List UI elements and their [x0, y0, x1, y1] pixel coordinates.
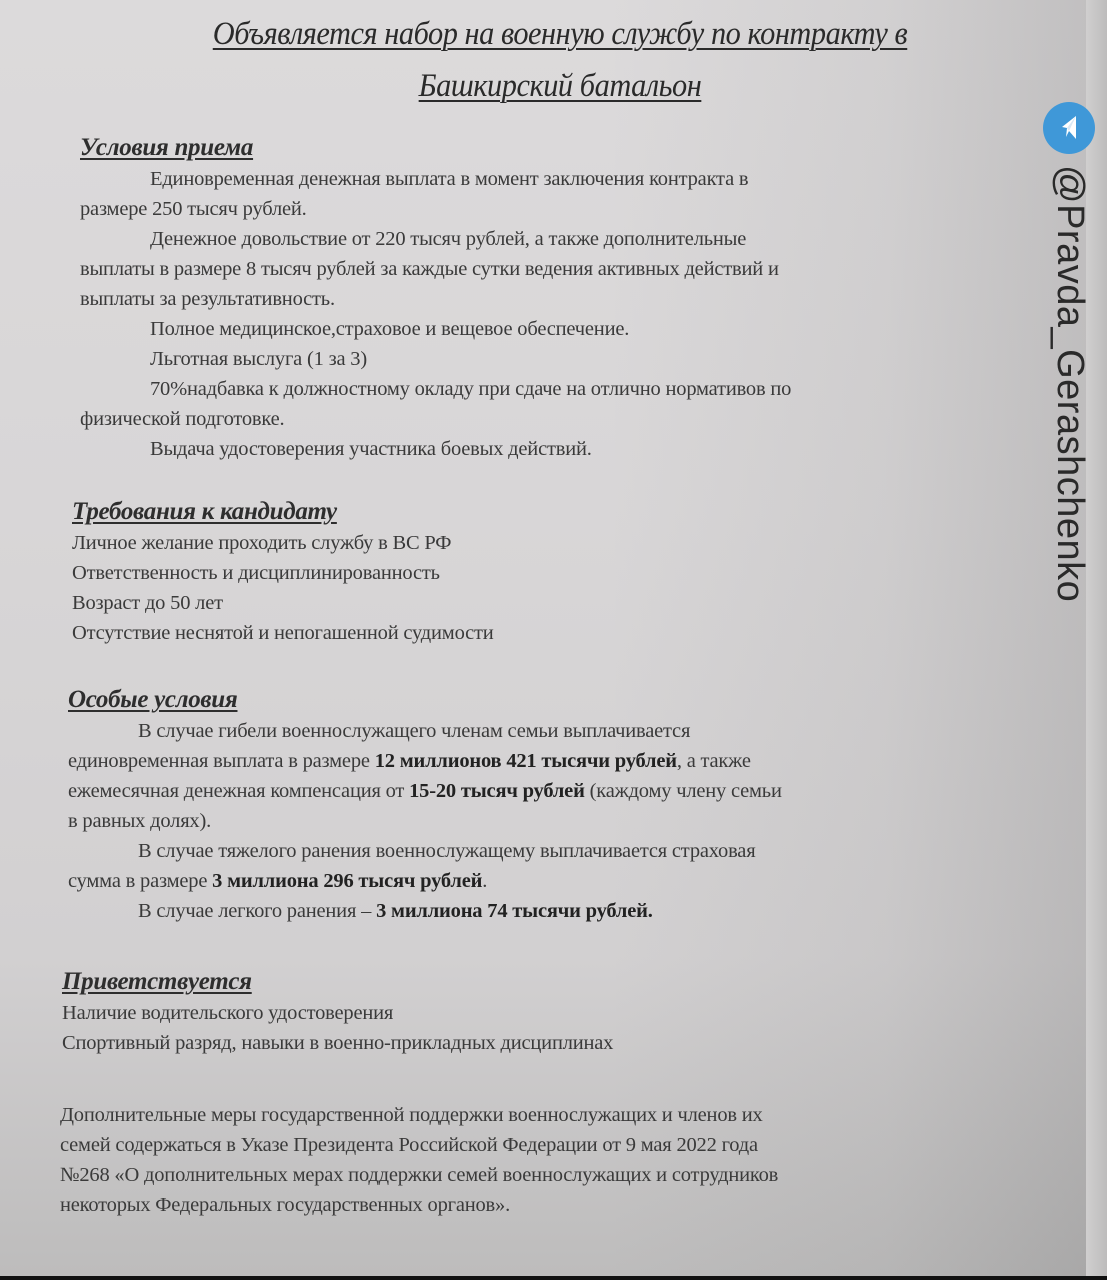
document-title-line1: Объявляется набор на военную службу по контракту в — [212, 16, 908, 52]
watermark-handle: @Pravda_Gerashchenko — [1049, 165, 1091, 603]
text-line — [68, 746, 782, 776]
document-title-line2: Башкирский батальон — [418, 68, 702, 104]
text-line: физической подготовке. — [80, 408, 285, 430]
bottom-border — [0, 1276, 1107, 1280]
section-conditions — [80, 134, 791, 464]
text-fragment: . — [482, 870, 488, 892]
amount-light-injury: 3 миллиона 74 тысячи рублей. — [376, 900, 653, 922]
text-line: Дополнительные меры государственной поддержки военнослужащих и членов их — [60, 1104, 763, 1126]
text-line: Наличие водительского удостоверения — [62, 1002, 394, 1024]
text-line: Льготная выслуга (1 за 3) — [150, 348, 367, 370]
text-line: Личное желание проходить службу в ВС РФ — [72, 532, 452, 554]
text-line: 70%надбавка к должностному окладу при сдаче на отлично нормативов по — [150, 378, 792, 400]
section-heading: Требования к кандидату — [72, 498, 337, 525]
text-line: Выдача удостоверения участника боевых действий. — [150, 438, 592, 460]
section-welcome — [62, 968, 613, 1058]
text-line: в равных долях). — [68, 810, 212, 832]
text-fragment: ежемесячная денежная компенсация от — [68, 780, 410, 802]
text-line: размере 250 тысяч рублей. — [80, 198, 307, 220]
text-line: Спортивный разряд, навыки в военно-прикладных дисциплинах — [62, 1032, 614, 1054]
text-line: №268 «О дополнительных мерах поддержки семей военнослужащих и сотрудников — [60, 1164, 779, 1186]
text-line: Полное медицинское,страховое и вещевое обеспечение. — [150, 318, 630, 340]
text-line: Единовременная денежная выплата в момент заключения контракта в — [150, 168, 749, 190]
text-line: выплаты за результативность. — [80, 288, 335, 310]
paper-plane-icon — [1054, 113, 1084, 143]
text-line — [68, 896, 782, 926]
section-heading: Особые условия — [68, 686, 238, 713]
text-fragment: , а также — [676, 750, 751, 772]
telegram-icon — [1043, 102, 1095, 154]
text-line: некоторых Федеральных государственных органов». — [60, 1194, 510, 1216]
amount-death-payment: 12 миллионов 421 тысячи рублей — [374, 750, 677, 772]
text-fragment: единовременная выплата в размере — [68, 750, 375, 772]
section-requirements — [72, 498, 494, 648]
amount-monthly-compensation: 15-20 тысяч рублей — [409, 780, 585, 802]
section-special-conditions — [68, 686, 782, 926]
text-line: Возраст до 50 лет — [72, 592, 223, 614]
text-line: Отсутствие неснятой и непогашенной судимости — [72, 622, 494, 644]
text-fragment: сумма в размере — [68, 870, 213, 892]
section-heading: Приветствуется — [62, 968, 252, 995]
text-line: В случае тяжелого ранения военнослужащему выплачивается страховая — [138, 840, 756, 862]
text-line — [68, 776, 782, 806]
section-heading: Условия приема — [80, 134, 254, 161]
text-line: Ответственность и дисциплинированность — [72, 562, 440, 584]
amount-severe-injury: 3 миллиона 296 тысяч рублей — [212, 870, 483, 892]
text-fragment: В случае легкого ранения – — [138, 900, 377, 922]
text-line: семей содержаться в Указе Президента Российской Федерации от 9 мая 2022 года — [60, 1134, 758, 1156]
text-line — [68, 866, 782, 896]
section-additional-measures — [60, 1100, 778, 1220]
text-fragment: (каждому члену семьи — [584, 780, 782, 802]
text-line: В случае гибели военнослужащего членам семьи выплачивается — [138, 720, 691, 742]
text-line: Денежное довольствие от 220 тысяч рублей, а также дополнительные — [150, 228, 747, 250]
text-line: выплаты в размере 8 тысяч рублей за каждые сутки ведения активных действий и — [80, 258, 779, 280]
